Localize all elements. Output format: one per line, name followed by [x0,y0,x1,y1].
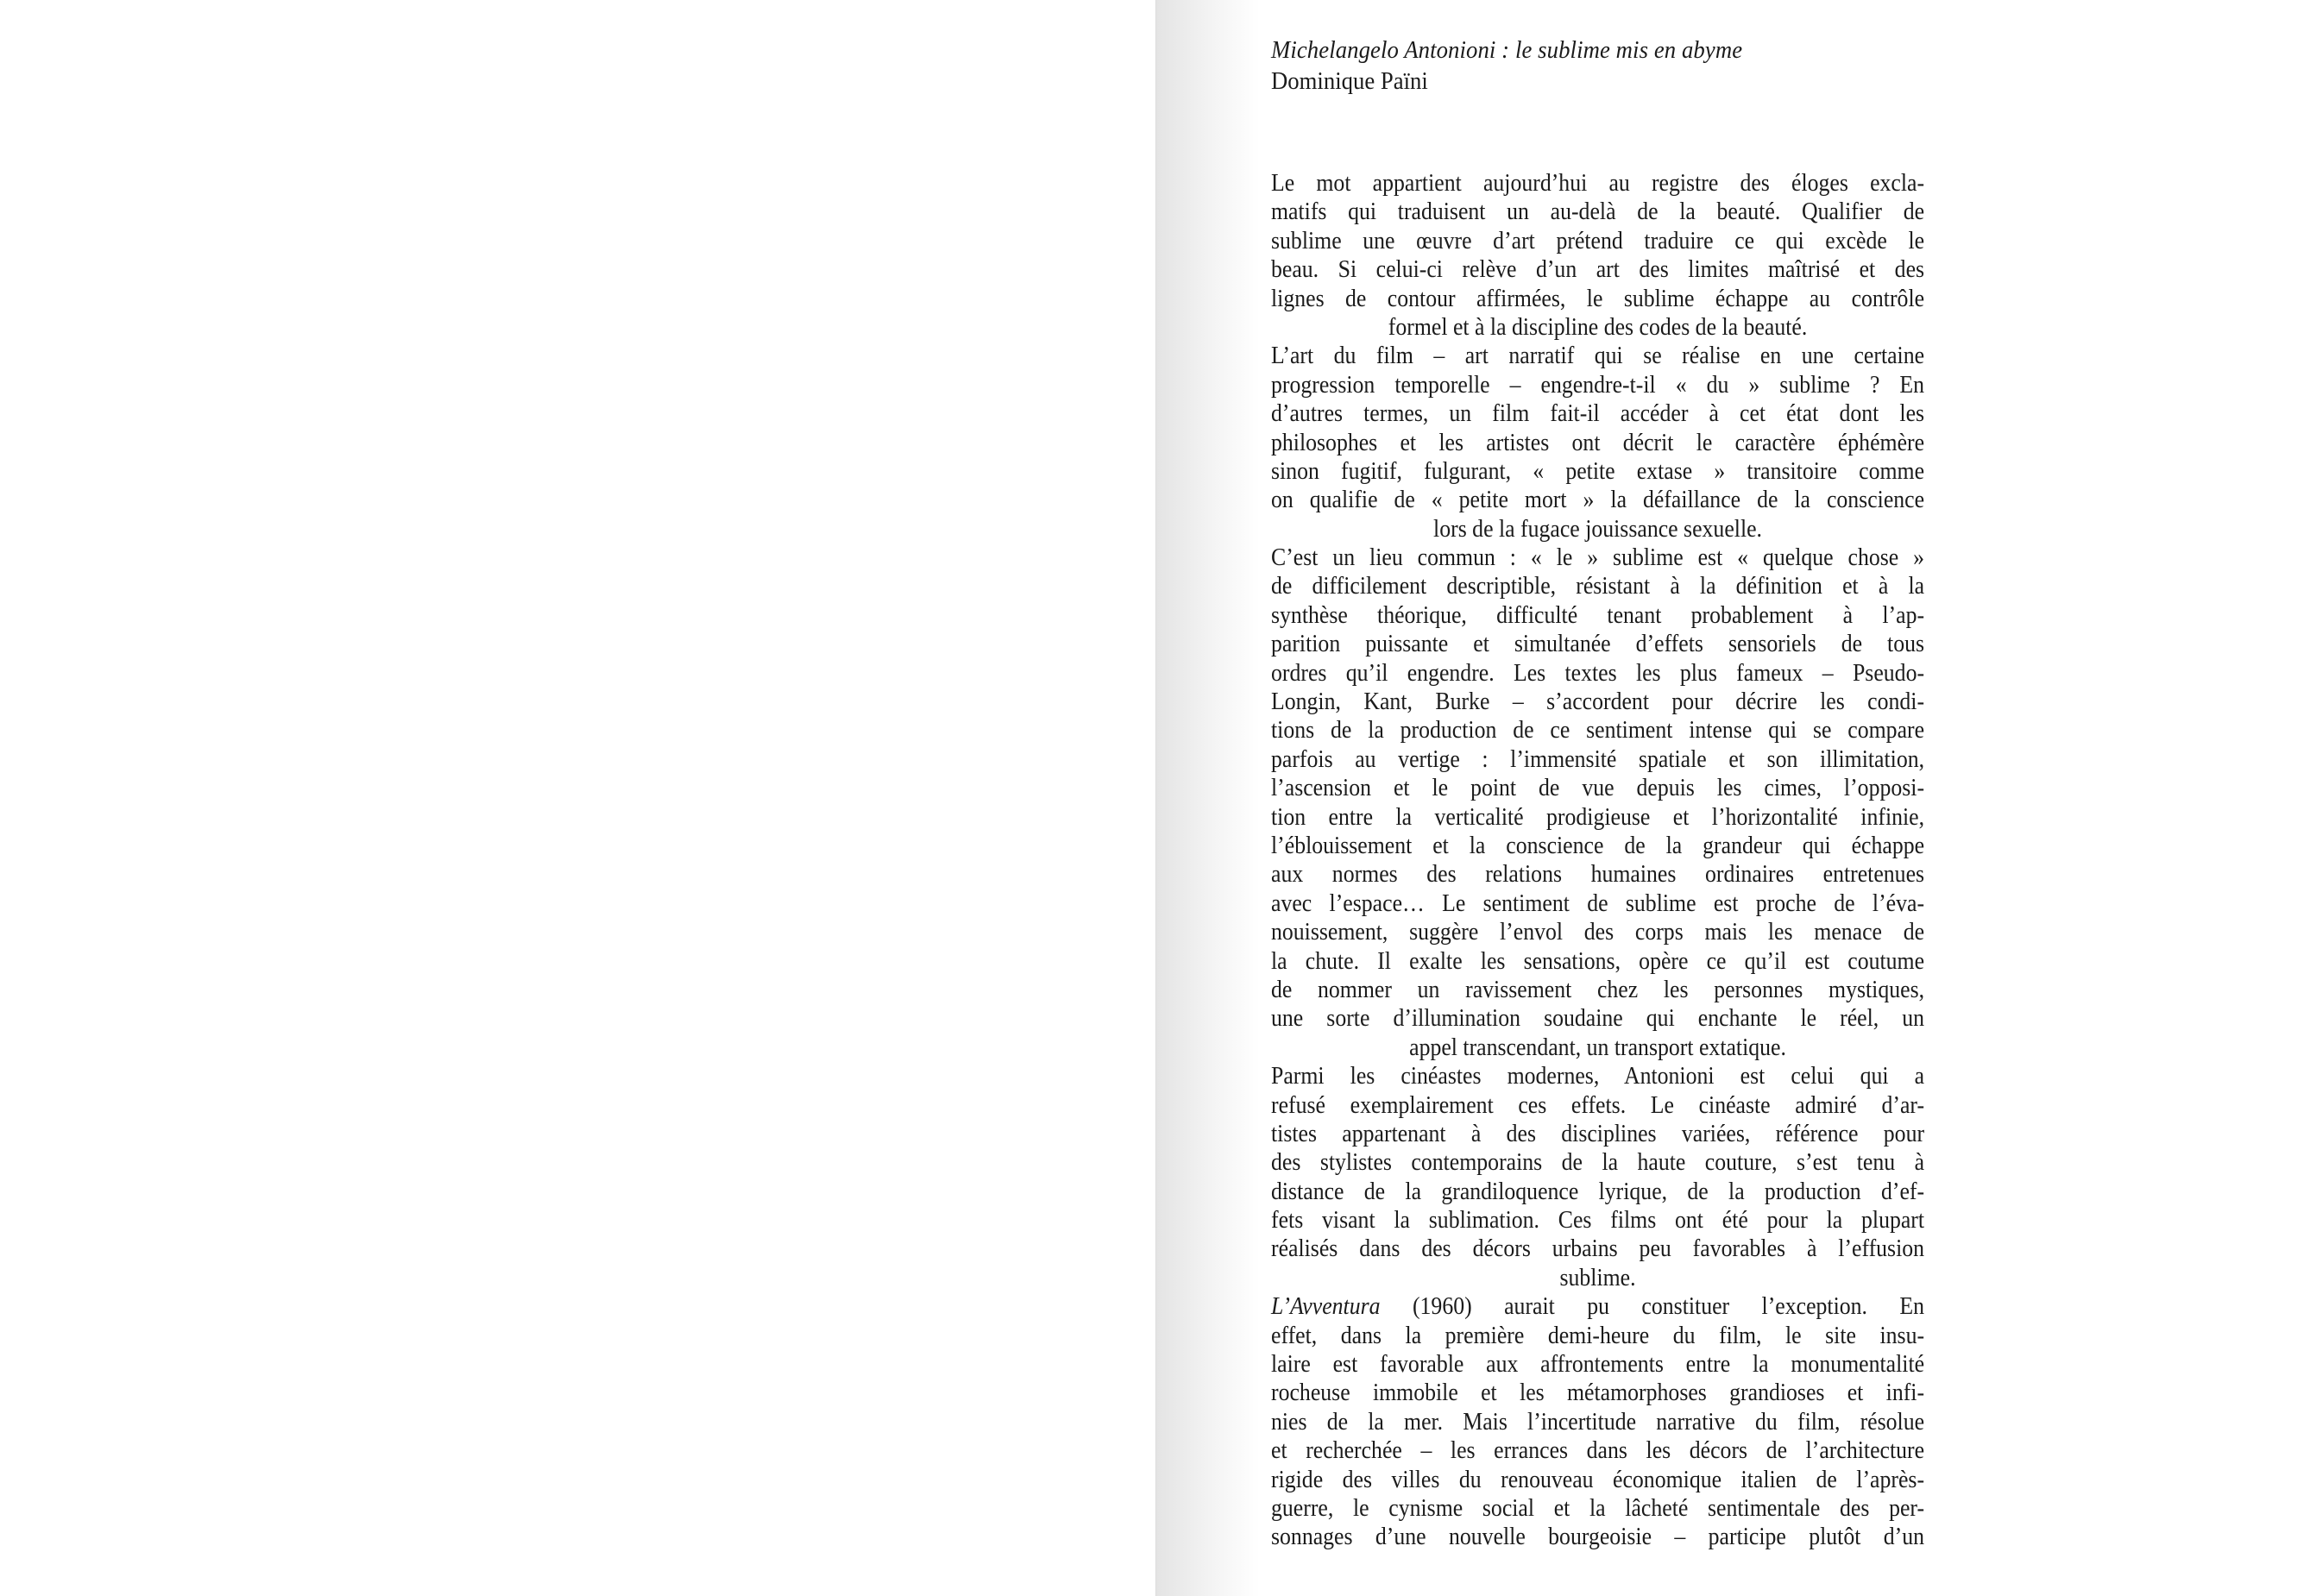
body-line: tion entre la verticalité prodigieuse et l’horizontalité infinie, [1271,803,1925,831]
body-line: et recherchée – les errances dans les décors de l’architecture [1271,1437,1925,1465]
body-line: l’ascension et le point de vue depuis les cimes, l’opposi- [1271,775,1925,802]
body-line: guerre, le cynisme social et la lâcheté sentimentale des per- [1271,1494,1925,1522]
body-line: sublime une œuvre d’art prétend traduire ce qui excède le [1271,227,1925,254]
body-line: des stylistes contemporains de la haute couture, s’est tenu à [1271,1149,1925,1177]
body-line: philosophes et les artistes ont décrit le caractère éphémère [1271,429,1925,456]
body-line: tions de la production de ce sentiment intense qui se compare [1271,717,1925,745]
body-line: parfois au vertige : l’immensité spatiale et son illimitation, [1271,745,1925,773]
text-column [1271,35,1924,1552]
paragraph [1271,1062,1924,1292]
body-line: une sorte d’illumination soudaine qui enchante le réel, un [1271,1005,1925,1033]
paragraph [1271,1292,1924,1552]
body-line: fets visant la sublimation. Ces films ont été pour la plupart [1271,1207,1925,1235]
body-line: avec l’espace… Le sentiment de sublime est proche de l’éva- [1271,889,1925,917]
body-line: rocheuse immobile et les métamorphoses grandioses et infi- [1271,1379,1925,1407]
body-line: sonnages d’une nouvelle bourgeoisie – participe plutôt d’un [1271,1524,1925,1551]
article-title: Michelangelo Antonioni : le sublime mis en abyme [1271,36,1743,64]
body-line: parition puissante et simultanée d’effets sensoriels de tous [1271,631,1925,658]
body-text [1271,169,1924,1552]
body-line: nies de la mer. Mais l’incertitude narrative du film, résolue [1271,1408,1925,1436]
body-line: nouissement, suggère l’envol des corps mais les menace de [1271,919,1925,946]
body-line: beau. Si celui-ci relève d’un art des limites maîtrisé et des [1271,256,1925,284]
body-line: Longin, Kant, Burke – s’accordent pour décrire les condi- [1271,688,1925,716]
body-line: effet, dans la première demi-heure du film, le site insu- [1271,1322,1925,1349]
body-line: aux normes des relations humaines ordinaires entretenues [1271,861,1925,889]
body-line: lignes de contour affirmées, le sublime échappe au contrôle [1271,285,1925,312]
body-line: ordres qu’il engendre. Les textes les plus fameux – Pseudo- [1271,659,1925,687]
body-line: on qualifie de « petite mort » la défaillance de la conscience [1271,487,1925,514]
body-line: rigide des villes du renouveau économique italien de l’après- [1271,1466,1925,1493]
body-line: refusé exemplairement ces effets. Le cinéaste admiré d’ar- [1271,1091,1925,1119]
body-line: matifs qui traduisent un au-delà de la beauté. Qualifier de [1271,198,1925,226]
body-line: d’autres termes, un film fait-il accéder à cet état dont les [1271,400,1925,428]
body-line: Parmi les cinéastes modernes, Antonioni est celui qui a [1271,1063,1925,1090]
body-line: C’est un lieu commun : « le » sublime est « quelque chose » [1271,544,1925,572]
film-title-italic: L’Avventura [1271,1293,1381,1321]
body-line: distance de la grandiloquence lyrique, de la production d’ef- [1271,1178,1925,1205]
body-line: synthèse théorique, difficulté tenant probablement à l’ap- [1271,601,1925,629]
body-line: laire est favorable aux affrontements entre la monumentalité [1271,1351,1925,1379]
body-line: formel et à la discipline des codes de la beauté. [1388,313,1808,341]
body-line: L’art du film – art narratif qui se réalise en une certaine [1271,342,1925,370]
body-line: progression temporelle – engendre-t-il « du » sublime ? En [1271,371,1925,399]
paragraph [1271,169,1924,342]
article-author: Dominique Païni [1271,67,1428,95]
body-line: réalisés dans des décors urbains peu favorables à l’effusion [1271,1235,1925,1263]
body-line: la chute. Il exalte les sensations, opère ce qu’il est coutume [1271,947,1925,975]
paragraph [1271,544,1924,1062]
body-line: lors de la fugace jouissance sexuelle. [1433,515,1763,543]
paragraph [1271,342,1924,544]
body-line: de nommer un ravissement chez les personnes mystiques, [1271,976,1925,1003]
body-line: appel transcendant, un transport extatique. [1409,1034,1786,1061]
body-line: tistes appartenant à des disciplines variées, référence pour [1271,1120,1925,1147]
body-line: l’éblouissement et la conscience de la grandeur qui échappe [1271,832,1925,859]
body-line: L’Avventura (1960) aurait pu constituer l’exception. En [1271,1293,1925,1321]
body-line: sublime. [1559,1264,1636,1291]
body-line: de difficilement descriptible, résistant à la définition et à la [1271,573,1925,600]
body-line: Le mot appartient aujourd’hui au registre des éloges excla- [1271,170,1925,197]
body-line: sinon fugitif, fulgurant, « petite extase » transitoire comme [1271,457,1925,485]
